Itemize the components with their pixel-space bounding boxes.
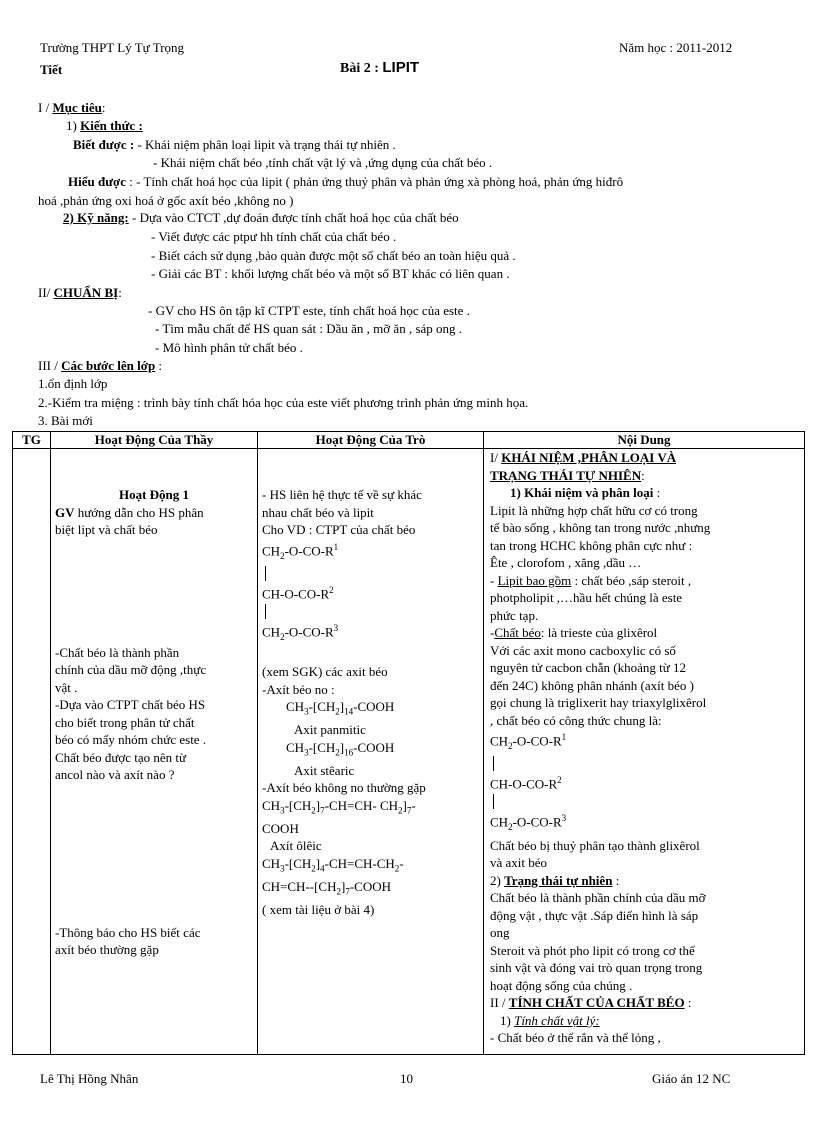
teacher-line: -Chất béo là thành phần — [55, 644, 180, 660]
teacher-line: Chất béo được tạo nên từ — [55, 749, 187, 765]
formula-part: ] — [315, 855, 321, 871]
col-header-teacher: Hoạt Động Của Thầy — [51, 432, 258, 449]
formula-part: -[CH — [284, 855, 312, 871]
formula-sub: 2 — [335, 747, 340, 758]
footer-author: Lê Thị Hồng Nhân — [40, 1071, 139, 1086]
content-line: - Chất béo ở thể rắn và thể lỏng , — [490, 1030, 661, 1046]
content-line: Lipit là những hợp chất hữu cơ có trong — [490, 502, 698, 518]
formula-sub: 3 — [280, 805, 285, 816]
formula-bond — [490, 793, 800, 810]
content-part: - — [490, 625, 495, 640]
acid-name: Axit panmitic — [294, 722, 366, 738]
content-line: phức tạp. — [490, 607, 539, 623]
heading-text: TÍNH CHẤT CỦA CHẤT BÉO — [508, 995, 685, 1011]
cell-content — [484, 449, 805, 1055]
understand-label: Hiểu được — [68, 174, 126, 189]
formula-sub: 2 — [398, 805, 403, 816]
content-heading — [490, 994, 800, 1012]
footer-page: 10 — [400, 1071, 413, 1086]
prep-item-3: - Mô hình phân tử chất béo . — [155, 340, 303, 355]
lesson-name: LIPIT — [382, 59, 420, 76]
teacher-line: vật . — [55, 679, 78, 695]
skill-line-2: - Viết được các ptpư hh tính chất của chất béo . — [151, 229, 397, 244]
formula-part: -CH=CH-CH — [324, 855, 395, 871]
content-line: Với các axit mono cacboxylic có số — [490, 642, 676, 658]
formula-sup: 1 — [333, 541, 339, 552]
formula-sub: 7 — [345, 886, 350, 897]
content-subheading — [490, 484, 800, 502]
formula-line — [490, 729, 800, 755]
formula-sub: 2 — [508, 740, 513, 751]
prep-title: CHUẨN BỊ — [53, 285, 119, 300]
formula-sub: 14 — [344, 706, 354, 717]
content-underlined: Lipit bao gồm — [497, 572, 572, 588]
content-line: tế bào sống , không tan trong nước ,nhưng — [490, 520, 711, 535]
teacher-line: axít béo thường gặp — [55, 942, 159, 957]
formula-bond — [262, 603, 479, 620]
subheading-colon: : — [612, 872, 620, 888]
formula-sup: 3 — [333, 622, 339, 633]
step-2: 2.-Kiểm tra miệng : trình bày tính chất hóa học của este viết phương trình phản ứng minh họa. — [38, 395, 529, 410]
formula-bond — [262, 565, 479, 582]
formula-sup: 1 — [561, 732, 567, 742]
objectives-heading — [38, 100, 106, 116]
content-subheading — [490, 872, 800, 890]
col-header-content: Nội Dung — [484, 432, 805, 449]
formula-sub: 3 — [304, 706, 309, 717]
formula-part: ] — [315, 797, 321, 813]
content-line: hoạt động sống của chúng . — [490, 977, 633, 993]
teacher-text: hướng dẫn cho HS phân — [74, 504, 204, 520]
formula-part: -COOH — [349, 879, 392, 895]
understand-line-1 — [68, 174, 623, 190]
formula-part: CH — [286, 699, 305, 715]
formula-part: CH — [262, 855, 281, 871]
content-subheading — [490, 1012, 800, 1030]
skill-line-4: - Giải các BT : khối lượng chất béo và một số BT khác có liên quan . — [151, 266, 510, 281]
formula-part: CH — [262, 542, 281, 558]
cell-teacher — [51, 449, 258, 1055]
formula-part: CH-O-CO-R — [490, 776, 558, 792]
formula-sub: 4 — [320, 863, 325, 874]
content-part: : chất béo ,sáp steroit , — [571, 572, 692, 588]
formula-part: -COOH — [353, 739, 395, 755]
content-line: gọi chung là triglixerit hay triaxylglixêrol — [490, 695, 707, 710]
knowledge-title: Kiến thức : — [80, 118, 143, 133]
subheading-text: Tính chất vật lý: — [514, 1012, 600, 1028]
content-line: Ête , clorofom , xăng ,dầu … — [490, 555, 642, 570]
lesson-title — [340, 59, 419, 77]
subheading-num: 2) — [490, 872, 505, 888]
objectives-colon: : — [101, 100, 106, 115]
teacher-line: -Thông báo cho HS biết các — [55, 924, 201, 940]
steps-title: Các bước lên lớp — [61, 358, 156, 373]
heading-colon: : — [684, 995, 692, 1011]
content-line: ong — [490, 925, 510, 941]
know-line-1 — [73, 137, 396, 153]
teacher-line — [55, 504, 253, 522]
prep-heading — [38, 285, 122, 301]
formula-line — [262, 539, 479, 565]
content-line: tan trong HCHC không phân cực như : — [490, 537, 693, 553]
content-part: - — [490, 572, 498, 588]
student-line: ( xem tài liệu ở bài 4) — [262, 902, 375, 918]
formula-part: -O-CO-R — [512, 733, 562, 749]
content-line: động vật , thực vật .Sáp điển hình là sáp — [490, 907, 699, 923]
footer-doc: Giáo án 12 NC — [652, 1071, 731, 1086]
formula-part: ] — [341, 879, 346, 895]
skill-text-1: - Dựa vào CTCT ,dự đoán được tính chất hoá học của chất béo — [128, 210, 459, 225]
student-line: nhau chất béo và lipit — [262, 504, 374, 520]
formula-part: -COOH — [353, 699, 395, 715]
cell-tg — [13, 449, 51, 1055]
objectives-num: I / — [38, 100, 53, 115]
teacher-line: chính của dầu mỡ động ,thực — [55, 662, 207, 677]
formula-line — [262, 878, 479, 901]
content-line: sinh vật và đóng vai trò quan trọng trong — [490, 960, 703, 976]
formula-sup: 2 — [557, 775, 562, 786]
formula-line — [490, 772, 800, 793]
formula-line — [490, 810, 800, 836]
knowledge-num: 1) — [66, 118, 81, 133]
heading-colon: : — [641, 467, 645, 483]
student-line: Cho VD : CTPT của chất béo — [262, 522, 416, 537]
school-name: Trường THPT Lý Tự Trọng — [40, 40, 185, 55]
formula-sub: 2 — [311, 805, 316, 816]
formula-part: CH-O-CO-R — [262, 586, 330, 602]
formula-part: CH — [490, 733, 509, 749]
understand-text-1: : - Tính chất hoá học của lipit ( phản ứng thuỷ phân và phản ứng xà phòng hoá, phản ứng hiđrô — [125, 174, 624, 189]
teacher-line: -Dựa vào CTPT chất béo HS — [55, 697, 206, 712]
formula-line — [262, 582, 479, 603]
student-line: -Axít béo no : — [262, 681, 335, 697]
steps-num: III / — [38, 358, 62, 373]
formula-part: -O-CO-R — [284, 624, 334, 640]
content-line: Steroit và phót pho lipit có trong cơ thể — [490, 942, 695, 958]
student-line: - HS liên hệ thực tế về sự khác — [262, 487, 422, 502]
formula-line — [262, 739, 479, 762]
formula-part: ] — [339, 739, 345, 755]
know-label: Biết được : — [73, 137, 135, 152]
steps-heading — [38, 358, 162, 374]
teacher-gv: GV — [55, 504, 75, 520]
spacer — [55, 539, 253, 644]
formula-sub: 3 — [280, 863, 285, 874]
step-3: 3. Bài mới — [38, 413, 93, 428]
content-line: Chất béo bị thuỷ phân tạo thành glixêrol — [490, 837, 700, 853]
heading-num: II / — [490, 995, 509, 1011]
formula-line — [262, 797, 479, 820]
formula-part: -[CH — [308, 739, 336, 755]
formula-line — [262, 620, 479, 646]
formula-sub: 16 — [344, 747, 354, 758]
formula-part: -CH=CH- CH — [324, 797, 399, 813]
teacher-line: ancol nào và axít nào ? — [55, 767, 175, 782]
formula-part: -O-CO-R — [512, 814, 562, 830]
formula-part: CH=CH--[CH — [262, 879, 337, 895]
content-line: đến 24C) không phân nhánh (axít béo ) — [490, 677, 694, 693]
formula-sub: 2 — [311, 863, 316, 874]
period-label: Tiết — [40, 62, 63, 77]
formula-part: - — [399, 855, 404, 871]
formula-bond — [490, 755, 800, 772]
skill-line-3: - Biết cách sử dụng ,bảo quản được một số chất béo an toàn hiệu quả . — [151, 248, 516, 263]
heading-text: TRẠNG THÁI TỰ NHIÊN — [490, 467, 642, 483]
heading-num: I/ — [490, 450, 502, 465]
formula-line — [262, 698, 479, 721]
content-line: photpholipit ,…hầu hết chúng là este — [490, 590, 683, 605]
col-header-tg: TG — [13, 432, 51, 449]
content-line: , chất béo có công thức chung là: — [490, 712, 662, 728]
teacher-line: biệt lipt và chất béo — [55, 522, 158, 537]
table-header-row — [13, 432, 805, 449]
skills-title: 2) Kỹ năng: — [63, 210, 129, 225]
subheading-num: 1) — [500, 1012, 515, 1028]
know-text-1: - Khái niệm phân loại lipit và trạng thái tự nhiên . — [134, 137, 396, 152]
table-row — [13, 449, 805, 1055]
content-line: nguyên tử cacbon chẵn (khoảng từ 12 — [490, 660, 687, 675]
formula-part: - — [411, 797, 416, 813]
knowledge-heading — [66, 118, 143, 134]
formula-part: ] — [339, 699, 345, 715]
prep-item-2: - Tìm mẫu chất để HS quan sát : Dầu ăn , mỡ ăn , sáp ong . — [155, 321, 463, 336]
formula-sub: 2 — [508, 822, 513, 833]
formula-part: CH — [490, 814, 509, 830]
prep-num: II/ — [38, 285, 54, 300]
formula-sup: 3 — [561, 813, 567, 824]
content-underlined: Chất béo — [494, 625, 541, 640]
formula-sub: 2 — [335, 706, 340, 717]
subheading-text: 1) Khái niệm và phân loại — [510, 485, 654, 500]
content-line — [490, 624, 800, 642]
content-line: Chất béo là thành phần chính của dầu mỡ — [490, 890, 706, 906]
formula-part: CH — [286, 739, 305, 755]
acid-name: Axít ôlêic — [270, 838, 322, 854]
teacher-line: béo có mấy nhóm chức este . — [55, 732, 207, 747]
understand-line-2: hoá ,phản ứng oxi hoá ở gốc axít béo ,không no ) — [38, 193, 294, 208]
student-line: -Axít béo không no thường gặp — [262, 780, 426, 796]
heading-text: KHÁI NIỆM ,PHÂN LOẠI VÀ — [501, 450, 677, 465]
cell-student — [258, 449, 484, 1055]
formula-sub: 2 — [336, 886, 341, 897]
school-year: Năm học : 2011-2012 — [619, 40, 733, 55]
formula-sub: 2 — [280, 550, 285, 561]
formula-part: -O-CO-R — [284, 542, 334, 558]
formula-sub: 7 — [320, 805, 325, 816]
content-part: : là trieste của glixêrol — [540, 625, 658, 640]
activity-title: Hoạt Động 1 — [118, 487, 190, 502]
steps-colon: : — [155, 358, 163, 373]
formula-part: -[CH — [308, 699, 336, 715]
formula-part: CH — [262, 797, 281, 813]
formula-part: ] — [402, 797, 407, 813]
formula-line: COOH — [262, 820, 299, 836]
formula-part: -[CH — [284, 797, 312, 813]
formula-part: CH — [262, 624, 281, 640]
formula-sub: 2 — [280, 631, 285, 642]
teacher-line: cho biết trong phân tử chất — [55, 714, 195, 730]
spacer — [55, 784, 253, 924]
acid-name: Axit stêaric — [294, 762, 355, 778]
prep-colon: : — [118, 285, 122, 300]
prep-item-1: - GV cho HS ôn tập kĩ CTPT este, tính chất hoá học của este . — [148, 303, 470, 318]
objectives-title: Mục tiêu — [52, 100, 102, 115]
skill-line-1 — [63, 210, 459, 226]
content-heading — [490, 449, 800, 467]
formula-sup: 2 — [329, 584, 334, 595]
col-header-student: Hoạt Động Của Trò — [258, 432, 484, 449]
formula-sub: 2 — [394, 863, 400, 874]
know-line-2: - Khái niệm chất béo ,tính chất vật lý và ,ứng dụng của chất béo . — [153, 155, 493, 170]
step-1: 1.ổn định lớp — [38, 376, 108, 391]
content-line — [490, 572, 800, 590]
lesson-table — [12, 431, 805, 1055]
formula-line — [262, 855, 479, 878]
subheading-text: Trạng thái tự nhiên — [504, 872, 613, 888]
content-heading — [490, 467, 800, 485]
formula-sub: 7 — [406, 805, 412, 816]
lesson-prefix: Bài 2 : — [340, 61, 383, 76]
formula-sub: 3 — [304, 747, 309, 758]
spacer — [262, 646, 479, 663]
student-line: (xem SGK) các axit béo — [262, 664, 388, 680]
content-line: và axit béo — [490, 855, 548, 871]
subheading-colon: : — [653, 485, 661, 500]
